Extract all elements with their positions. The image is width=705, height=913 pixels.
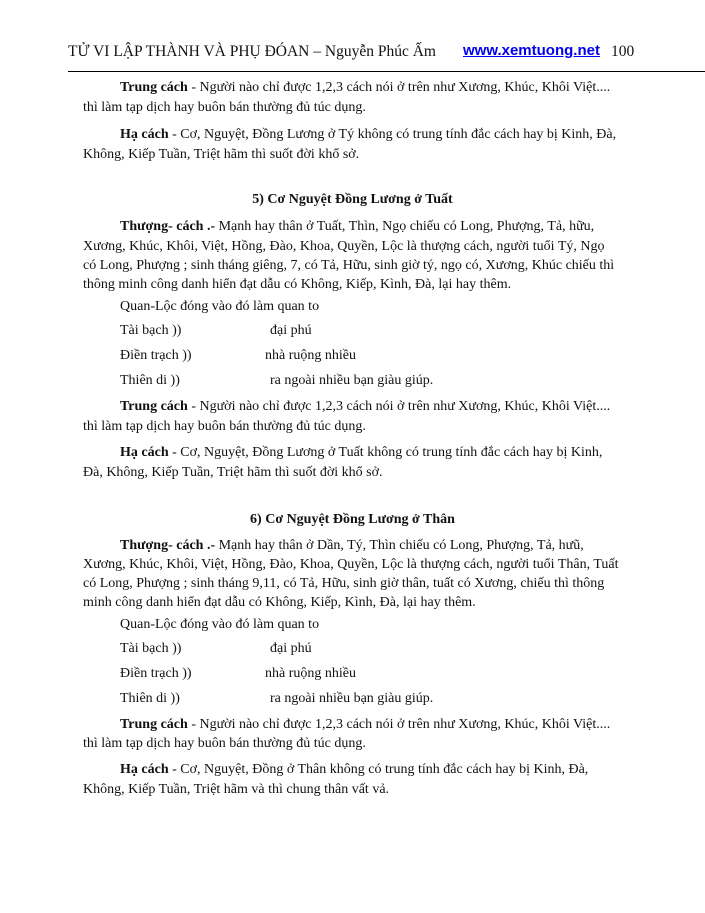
paragraph-line xyxy=(120,538,584,554)
bold-lead: Hạ cách xyxy=(120,445,169,460)
bold-lead: Hạ cách xyxy=(120,762,169,777)
text: - Cơ, Nguyệt, Đồng Lương ở Tuất không có trung tính đắc cách hay bị Kinh, xyxy=(168,445,603,460)
list-label: Thiên di )) xyxy=(120,373,180,388)
paragraph-line xyxy=(120,717,610,733)
bold-lead: Thượng- cách .- xyxy=(120,538,216,553)
list-label: Tài bạch )) xyxy=(120,641,182,656)
paragraph-line xyxy=(120,399,610,415)
text: - Cơ, Nguyệt, Đồng ở Thân không có trung tính đắc cách hay bị Kinh, Đà, xyxy=(168,762,589,777)
paragraph-line xyxy=(120,762,588,778)
header-title: TỬ VI LẬP THÀNH VÀ PHỤ ĐÓAN – Nguyễn Phúc Ấm xyxy=(68,43,436,60)
bold-lead: Hạ cách xyxy=(120,127,169,142)
text: - Người nào chỉ được 1,2,3 cách nói ở trên như Xương, Khúc, Khôi Việt.... xyxy=(187,717,611,732)
page-number: 100 xyxy=(611,43,635,60)
text: Mạnh hay thân ở Tuất, Thìn, Ngọ chiếu có Long, Phượng, Tả, hữu, xyxy=(215,219,595,234)
website-link[interactable]: www.xemtuong.net xyxy=(463,42,600,59)
paragraph-line: thông minh công danh hiển đạt dẫu có Không, Kiếp, Kình, Đà, lại hay thêm. xyxy=(83,277,512,292)
list-value: ra ngoài nhiều bạn giàu giúp. xyxy=(270,373,434,388)
text: - Cơ, Nguyệt, Đồng Lương ở Tý không có trung tính đắc cách hay bị Kinh, Đà, xyxy=(168,127,617,142)
section-heading: 6) Cơ Nguyệt Đồng Lương ở Thân xyxy=(250,512,455,527)
list-label: Điền trạch )) xyxy=(120,348,192,363)
paragraph-line: thì làm tạp dịch hay buôn bán thường đủ túc dụng. xyxy=(83,419,366,434)
paragraph-line xyxy=(120,80,610,96)
bold-lead: Trung cách xyxy=(120,399,188,414)
list-value: đại phú xyxy=(270,323,312,338)
text: - Người nào chỉ được 1,2,3 cách nói ở trên như Xương, Khúc, Khôi Việt.... xyxy=(187,80,611,95)
list-label: Tài bạch )) xyxy=(120,323,182,338)
paragraph-line: Không, Kiếp Tuần, Triệt hãm thì suốt đời khổ sở. xyxy=(83,147,360,162)
text: Mạnh hay thân ở Dần, Tý, Thìn chiếu có Long, Phượng, Tả, hưũ, xyxy=(215,538,584,553)
bold-lead: Trung cách xyxy=(120,80,188,95)
header-divider xyxy=(68,71,705,72)
list-label: Điền trạch )) xyxy=(120,666,192,681)
paragraph-line: Đà, Không, Kiếp Tuần, Triệt hãm thì suốt đời khổ sở. xyxy=(83,465,383,480)
paragraph-line: Quan-Lộc đóng vào đó làm quan to xyxy=(120,617,320,632)
paragraph-line: có Long, Phượng ; sinh tháng 9,11, có Tả, Hữu, sinh giờ thân, tuất có Xương, chiếu thì thông xyxy=(83,576,605,591)
list-value: ra ngoài nhiều bạn giàu giúp. xyxy=(270,691,434,706)
text: - Người nào chỉ được 1,2,3 cách nói ở trên như Xương, Khúc, Khôi Việt.... xyxy=(187,399,611,414)
paragraph-line: Quan-Lộc đóng vào đó làm quan to xyxy=(120,299,320,314)
list-value: đại phú xyxy=(270,641,312,656)
list-value: nhà ruộng nhiều xyxy=(265,666,356,681)
paragraph-line xyxy=(120,127,616,143)
paragraph-line: minh công danh hiển đạt dẫu có Không, Kiếp, Kình, Đà, lại hay thêm. xyxy=(83,595,476,610)
paragraph-line: Xương, Khúc, Khôi, Việt, Hồng, Đào, Khoa, Quyền, Lộc là thượng cách, người tuổi Tý, Ngọ xyxy=(83,239,605,254)
paragraph-line: thì làm tạp dịch hay buôn bán thường đủ túc dụng. xyxy=(83,736,366,751)
list-value: nhà ruộng nhiều xyxy=(265,348,356,363)
paragraph-line xyxy=(120,445,602,461)
list-label: Thiên di )) xyxy=(120,691,180,706)
paragraph-line: Không, Kiếp Tuần, Triệt hãm và thì chung thân vất vả. xyxy=(83,782,390,797)
paragraph-line: Xương, Khúc, Khôi, Việt, Hồng, Đào, Khoa, Quyền, Lộc là thượng cách, người tuổi Thân, Tuất xyxy=(83,557,619,572)
bold-lead: Thượng- cách .- xyxy=(120,219,216,234)
paragraph-line: thì làm tạp dịch hay buôn bán thường đủ túc dụng. xyxy=(83,100,366,115)
paragraph-line: có Long, Phượng ; sinh tháng giêng, 7, có Tả, Hữu, sinh giờ tý, ngọ có, Xương, Khúc chiếu thì xyxy=(83,258,615,273)
section-heading: 5) Cơ Nguyệt Đồng Lương ở Tuất xyxy=(252,192,453,207)
bold-lead: Trung cách xyxy=(120,717,188,732)
paragraph-line xyxy=(120,219,594,235)
